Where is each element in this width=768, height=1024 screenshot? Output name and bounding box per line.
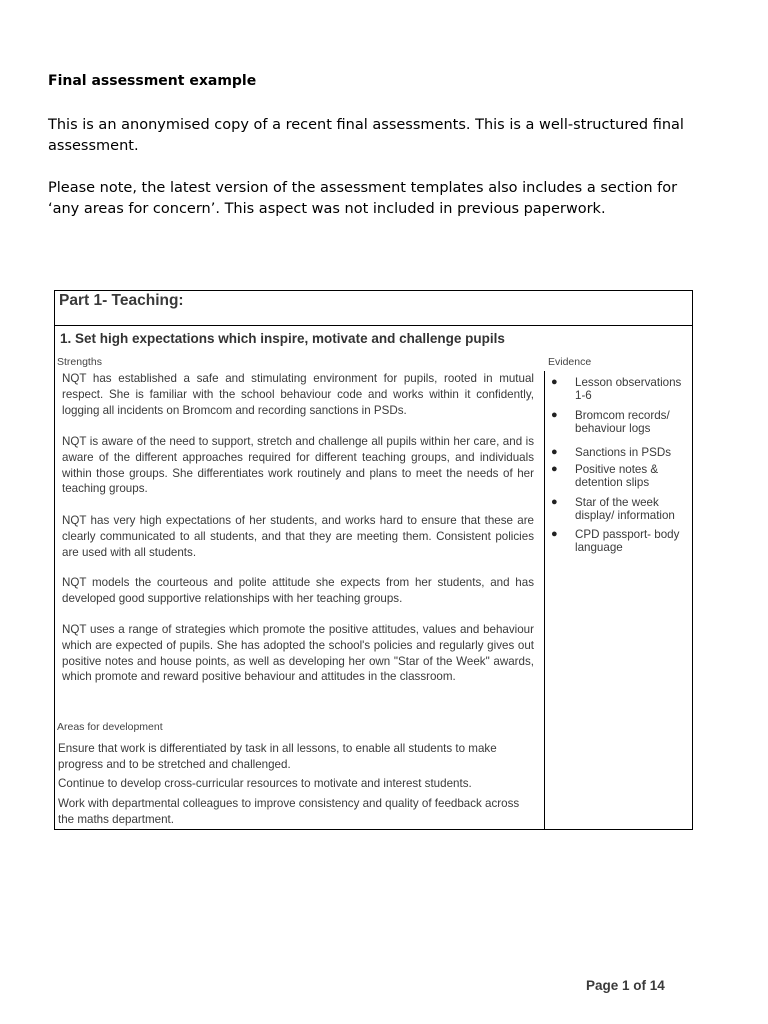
strength-paragraph: NQT has established a safe and stimulating environment for pupils, rooted in mutual respect. She is familiar with the school behaviour code and works within it confidently, logging all incidents on Bromcom and recording sanctions in PSDs. <box>62 372 534 417</box>
bullet-icon: ● <box>551 446 558 458</box>
bullet-icon: ● <box>551 376 558 388</box>
intro-paragraph: This is an anonymised copy of a recent final assessments. This is a well-structured final assessment. <box>48 117 684 154</box>
evidence-item-text: Star of the week display/ information <box>575 496 675 522</box>
part-heading-row <box>55 291 692 326</box>
standard-heading: 1. Set high expectations which inspire, motivate and challenge pupils <box>60 331 505 346</box>
development-item: Continue to develop cross-curricular resources to motivate and interest students. <box>58 777 472 790</box>
bullet-icon: ● <box>551 496 558 508</box>
strength-paragraph: NQT is aware of the need to support, stretch and challenge all pupils within her care, and is aware of the different approaches required for different teaching groups, and individuals within those groups. She differentiates work routinely and plans to meet the needs of her teaching groups. <box>62 435 534 496</box>
areas-for-development-label: Areas for development <box>57 721 163 733</box>
development-item: Work with departmental colleagues to improve consistency and quality of feedback across the maths department. <box>58 797 520 826</box>
bullet-icon: ● <box>551 463 558 475</box>
strengths-section <box>55 371 545 725</box>
bullet-icon: ● <box>551 528 558 540</box>
intro-note-paragraph: Please note, the latest version of the assessment templates also includes a section for ‘any areas for concern’. This aspect was not included in previous paperwork. <box>48 180 678 217</box>
strength-paragraph: NQT models the courteous and polite attitude she expects from her students, and has developed good supportive relationships with her teaching groups. <box>62 576 534 605</box>
strength-paragraph: NQT uses a range of strategies which promote the positive attitudes, values and behaviour which are expected of pupils. She has adopted the school's policies and regularly gives out positive notes and house points, as well as developing her own "Star of the Week" awards, which promote and reward positive behaviour and attitudes in the classroom. <box>62 623 534 684</box>
assessment-table <box>54 290 693 830</box>
document-title: Final assessment example <box>48 73 257 89</box>
evidence-item-text: Lesson observations 1-6 <box>575 376 682 402</box>
evidence-label: Evidence <box>548 356 592 368</box>
part-heading: Part 1- Teaching: <box>59 292 184 309</box>
development-item: Ensure that work is differentiated by task in all lessons, to enable all students to make progress and to be stretched and challenged. <box>58 742 497 771</box>
evidence-item-text: Bromcom records/ behaviour logs <box>575 409 670 435</box>
strength-paragraph: NQT has very high expectations of her students, and works hard to ensure that these are clearly communicated to all students, and that they are meeting them. Consistent policies are used with all students. <box>62 514 534 559</box>
strengths-label: Strengths <box>57 356 102 368</box>
page-number: Page 1 of 14 <box>586 978 665 993</box>
bullet-icon: ● <box>551 409 558 421</box>
evidence-item-text: Sanctions in PSDs <box>575 446 672 459</box>
evidence-item-text: CPD passport- body language <box>575 528 680 554</box>
evidence-item-text: Positive notes & detention slips <box>575 463 659 489</box>
